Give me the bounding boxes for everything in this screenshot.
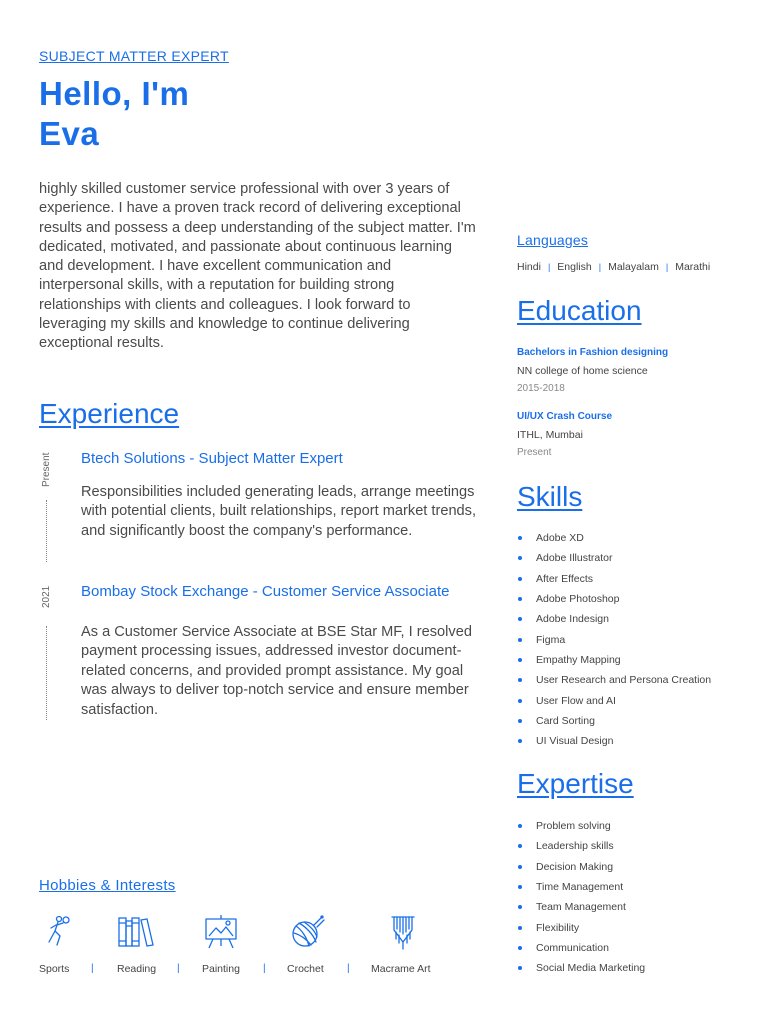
language-item: English — [557, 261, 592, 273]
list-item: User Flow and AI — [517, 694, 711, 714]
experience-role: Bombay Stock Exchange - Customer Service Associate — [81, 583, 450, 600]
list-item: Flexibility — [517, 921, 645, 941]
list-item: Card Sorting — [517, 714, 711, 734]
timeline-period: 2021 — [41, 585, 52, 608]
summary-paragraph: highly skilled customer service professional with over 3 years of experience. I have a proven track record of delivering exceptional results and possess a deep understanding of the subject matter. I'm dedicated, motivated, and passionate about continuous learning and development. I have excellent communication and interpersonal skills, with a reputation for building strong relationships with clients and colleagues. I look forward to leveraging my skills and knowledge to continue delivering exceptional results. — [39, 181, 476, 352]
education-school: NN college of home science — [517, 365, 648, 377]
separator: | — [665, 262, 669, 272]
experience-heading: Experience — [39, 398, 180, 429]
experience-description: Responsibilities included generating leads, arrange meetings with potential clients, built relationships, report market trends, and significantly boost the company's performance. — [81, 484, 477, 539]
list-item: Adobe Photoshop — [517, 592, 711, 612]
education-degree: UI/UX Crash Course — [517, 411, 613, 422]
list-item: Leadership skills — [517, 839, 645, 859]
list-item: Social Media Marketing — [517, 961, 645, 981]
experience-role: Btech Solutions - Subject Matter Expert — [81, 450, 343, 467]
education-years: Present — [517, 447, 552, 458]
hobby-label: Painting — [202, 963, 240, 975]
greeting-heading — [39, 74, 189, 154]
language-item: Hindi — [517, 261, 541, 273]
list-item: Team Management — [517, 900, 645, 920]
skills-heading: Skills — [517, 481, 583, 512]
timeline-period: Present — [41, 452, 52, 487]
education-years: 2015-2018 — [517, 383, 565, 394]
education-degree: Bachelors in Fashion designing — [517, 347, 669, 358]
list-item: Adobe XD — [517, 531, 711, 551]
list-item: User Research and Persona Creation — [517, 673, 711, 693]
education-item — [517, 410, 747, 460]
skills-list — [517, 531, 711, 755]
hobby-label: Sports — [39, 963, 70, 975]
list-item: Adobe Indesign — [517, 612, 711, 632]
list-item: UI Visual Design — [517, 734, 711, 754]
expertise-heading: Expertise — [517, 768, 634, 799]
job-title: SUBJECT MATTER EXPERT — [39, 48, 229, 64]
hobby-label: Macrame Art — [371, 963, 431, 975]
list-item: After Effects — [517, 572, 711, 592]
separator: | — [177, 963, 180, 974]
expertise-list — [517, 819, 645, 982]
list-item: Time Management — [517, 880, 645, 900]
timeline-divider — [46, 500, 47, 562]
language-item: Marathi — [675, 261, 711, 273]
experience-item — [81, 583, 481, 720]
list-item: Problem solving — [517, 819, 645, 839]
books-icon — [116, 912, 156, 952]
hobby-label: Crochet — [287, 963, 324, 975]
list-item: Decision Making — [517, 860, 645, 880]
easel-icon — [201, 912, 241, 952]
experience-item — [81, 450, 481, 541]
education-school: ITHL, Mumbai — [517, 429, 583, 441]
sports-icon — [38, 912, 78, 952]
list-item: Communication — [517, 941, 645, 961]
experience-description: As a Customer Service Associate at BSE Star MF, I resolved payment processing issues, addressed investor document-related concerns, and provided prompt assistance. My goal was always to deliver top-notch service and ensure member satisfaction. — [81, 624, 472, 718]
macrame-icon — [383, 912, 423, 952]
separator: | — [547, 262, 551, 272]
name: Eva — [39, 115, 100, 152]
language-item: Malayalam — [608, 261, 659, 273]
languages-heading: Languages — [517, 232, 589, 248]
education-item — [517, 346, 747, 396]
hobbies-heading: Hobbies & Interests — [39, 877, 176, 894]
greeting-line: Hello, I'm — [39, 75, 190, 112]
list-item: Empathy Mapping — [517, 653, 711, 673]
yarn-icon — [287, 912, 327, 952]
hobby-label: Reading — [117, 963, 157, 975]
separator: | — [263, 963, 266, 974]
timeline-divider — [46, 626, 47, 720]
separator: | — [91, 963, 94, 974]
education-heading: Education — [517, 295, 642, 326]
list-item: Figma — [517, 633, 711, 653]
separator: | — [598, 262, 602, 272]
separator: | — [347, 963, 350, 974]
list-item: Adobe Illustrator — [517, 551, 711, 571]
languages-list — [517, 261, 710, 273]
